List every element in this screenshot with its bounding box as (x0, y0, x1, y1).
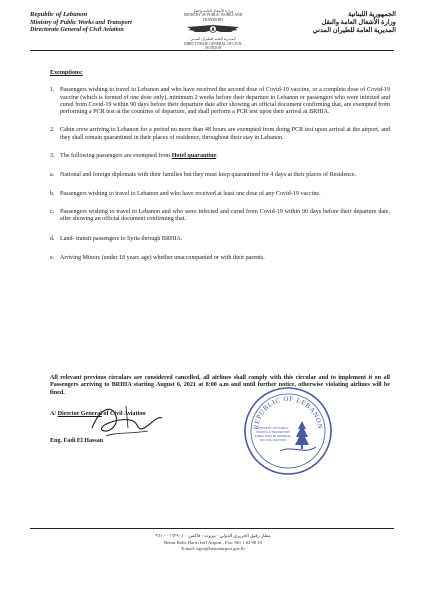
item-text: National and foreign diplomats with their families but they must keep quarantined for 4 days at their places of Residence. (60, 172, 357, 179)
item-marker: a. (50, 172, 55, 179)
list-item (50, 172, 390, 179)
stamp-inner-2: WORKS & TRANSPORT (256, 430, 290, 434)
item-marker: c. (50, 208, 55, 215)
signature-title (50, 411, 146, 417)
list-item (50, 191, 390, 198)
item-text: Passengers wishing to travel to Lebanon and who have received at least one dose of any Covid-19 vaccine. (60, 190, 321, 197)
list-item (50, 236, 390, 243)
official-stamp-icon (242, 385, 334, 477)
header-right (313, 11, 396, 34)
footer-divider (30, 528, 394, 529)
list-item (50, 209, 390, 224)
item-marker: e. (50, 254, 55, 261)
header-republic-ar: الجمهورية اللبنانية (348, 11, 396, 18)
item-marker: 2. (50, 127, 55, 134)
signature-prefix: A/ (50, 411, 58, 417)
item-marker: 1. (50, 87, 55, 94)
list-item (50, 127, 390, 142)
header-ministry-ar: وزارة الأشغال العامة والنقل (321, 18, 396, 26)
cedar-icon (295, 421, 309, 445)
header-directorate: Directorate General of Civil Aviation (30, 26, 124, 34)
header-directorate-ar: المديرية العامة للطيران المدني (312, 26, 396, 34)
hotel-quarantine-highlight: Hotel quarantine (171, 153, 217, 160)
item-text: Arriving Minors (under 18 years age) whether unaccompanied or with their parents. (60, 254, 265, 261)
civil-aviation-wings-icon (185, 22, 241, 36)
item-marker: d. (50, 235, 55, 242)
item-text: The following passengers are exempted from (60, 153, 172, 160)
exemptions-heading: Exemptions: (50, 70, 83, 76)
emblem-ar-2: المديرية العامة للطيران المدني (190, 37, 236, 42)
signature-title-underlined: Director General (57, 411, 102, 417)
item-text-tail: : (216, 153, 218, 160)
item-text: Passengers wishing to travel to Lebanon and who were infected and cured from Covid-19 within 90 days before their departure date, after showing an official document confirming that. (60, 208, 390, 223)
header-left (30, 11, 132, 34)
list-item (50, 153, 390, 160)
emblem-ar-1: وزارة الأشغال العامة والنقل (192, 9, 234, 13)
list-item (50, 87, 390, 116)
stamp-top-text: REPUBLIC OF LEBANON (251, 394, 325, 430)
stamp-inner-4: OF CIVIL AVIATION (259, 438, 287, 442)
item-text: Cabin crew arriving to Lebanon for a period no more than 48 hours are exempted from doing PCR test upon arrival at the airport, and they shall remain quarantined in their places of residence, throughout their stay in Lebanon. (60, 127, 390, 141)
header-emblem (182, 9, 244, 50)
footer-email: E-mail: dgca@beirutairport.gov.lb (181, 546, 245, 552)
item-marker: 3. (50, 153, 55, 160)
footer-arabic: مطار رفيق الحريري الدولي - بيروت - فاكس: ٠١٦٢٩٠١٠ - ٩٦١ (155, 533, 271, 538)
footer-address: Beirut Rafic Hariri Int'l Airport , Fax: 961 1 62 90 10 (164, 539, 262, 545)
footer (0, 533, 426, 553)
emblem-en-2: DIRECTORATE GENERAL OF CIVIL AVIATION (184, 41, 242, 51)
svg-text:REPUBLIC OF LEBANON (252, 395, 324, 430)
signature-title-tail: of Civil Aviation (101, 411, 146, 417)
header-ministry: Ministry of Public Works and Transport (30, 18, 132, 26)
header-republic: Republic of Lebanon (30, 11, 88, 18)
item-text: Land- transit passengers to Syria through BRHIA. (60, 235, 183, 242)
header-divider (30, 50, 394, 51)
document-body (50, 70, 390, 270)
item-text: Passengers wishing to travel to Lebanon and who have received the second dose of Covid-19 vaccine, or a complete dose of Covid-19 vaccine (which is formed of one dose only), minimum 2 weeks before their departure to Lebanon or passengers who were infected and cured from Covid-19 within 90 days before their departure date after showing an official document confirming that, are exempted from performing a PCR test at the countries of departure, and shall perform a PCR test upon their arrival at BRHIA. (60, 87, 390, 116)
list-item (50, 255, 390, 262)
emblem-en-1: MINISTRY OF PUBLIC WORKS AND TRANSPORT (183, 13, 243, 22)
closing-paragraph: All relevant previous circulars are considered cancelled, all airlines shall comply with this circular and to implement it on all Passengers arriving to BRHIA starting August 6, 2021 at 8:00 a.m and until further notice, otherwise violating airlines will be fined. (50, 375, 390, 396)
item-marker: b. (50, 190, 55, 197)
signatory-name: Eng. Fadi El Hassan (50, 438, 104, 444)
stamp-inner-3: DIRECTORATE GENERAL (254, 434, 292, 438)
stamp-inner-1: MINISTRY OF PUBLIC (257, 426, 289, 430)
